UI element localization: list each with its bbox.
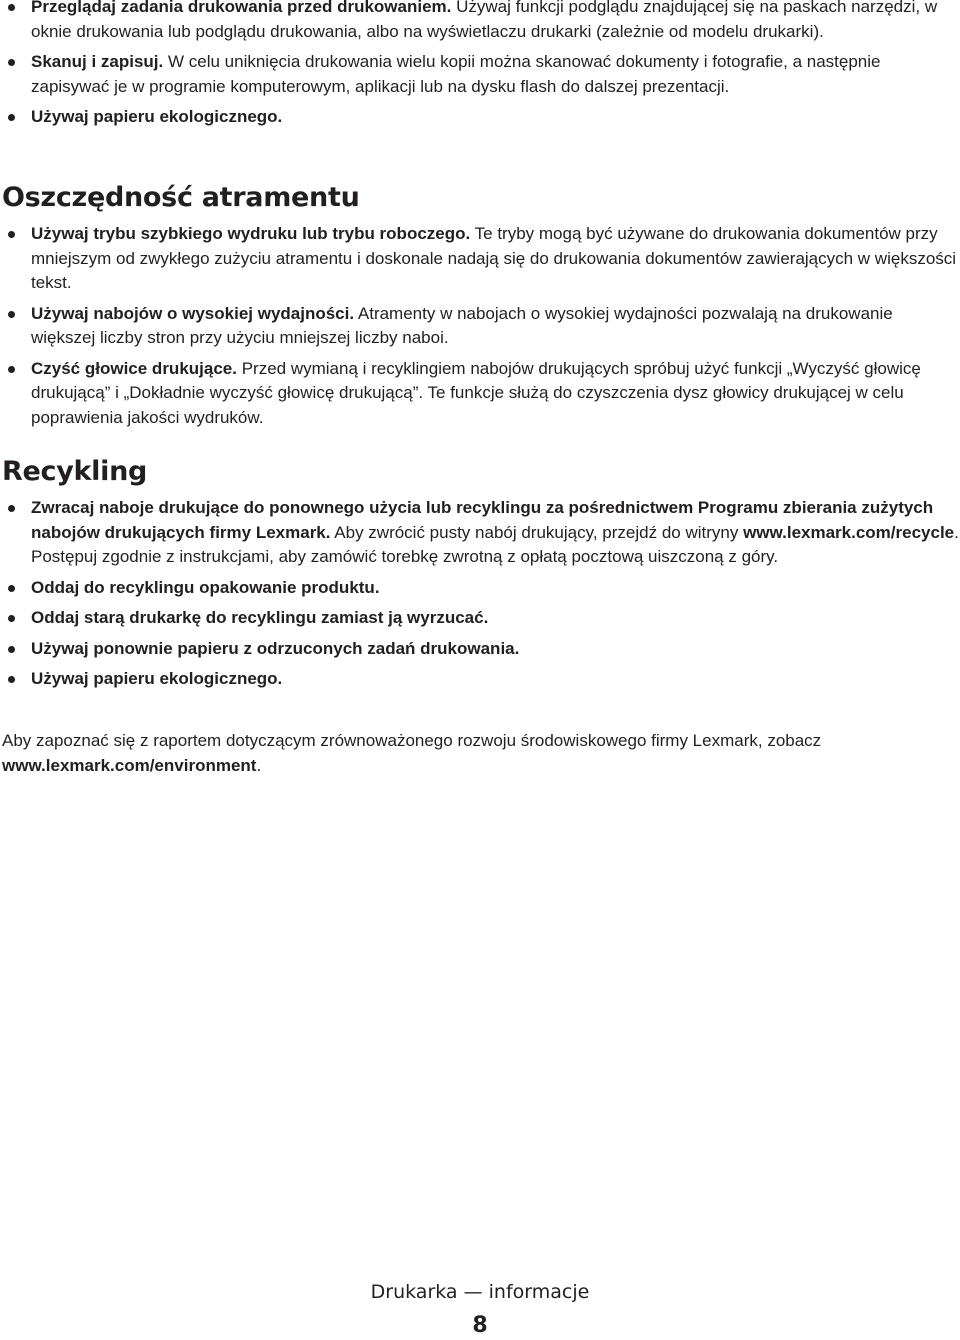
recycling-list <box>0 496 960 692</box>
closing-paragraph: Aby zapoznać się z raportem dotyczącym zrównoważonego rozwoju środowiskowego firmy Lexmark, zobacz www.lexmark.com/environment. <box>2 731 822 775</box>
list-item: Oddaj starą drukarkę do recyklingu zamiast ją wyrzucać. <box>0 606 960 631</box>
intro-list <box>0 0 960 130</box>
list-item: Używaj papieru ekologicznego. <box>0 105 960 130</box>
list-item: Używaj nabojów o wysokiej wydajności. Atramenty w nabojach o wysokiej wydajności pozwalają na drukowanie większej liczby stron przy użyciu mniejszej liczby naboi. <box>0 302 960 351</box>
list-item: Oddaj do recyklingu opakowanie produktu. <box>0 576 960 601</box>
section-heading-recycling: Recykling <box>2 456 148 487</box>
intro-section <box>0 0 960 130</box>
list-item: Skanuj i zapisuj. W celu uniknięcia drukowania wielu kopii można skanować dokumenty i fotografie, a następnie zapisywać je w programie komputerowym, aplikacji lub na dysku flash do dalszej prezentacji. <box>0 50 960 99</box>
list-item: Czyść głowice drukujące. Przed wymianą i recyklingiem nabojów drukujących spróbuj użyć funkcji „Wyczyść głowicę drukującą” i „Dokładnie wyczyść głowicę drukującą”. Te funkcje służą do czyszczenia dysz głowicy drukującej w celu poprawienia jakości wydruków. <box>0 357 960 431</box>
page-number: 8 <box>472 1313 488 1338</box>
list-item: Zwracaj naboje drukujące do ponownego użycia lub recyklingu za pośrednictwem Programu zbierania zużytych nabojów drukujących firmy Lexmark. Aby zwrócić pusty nabój drukujący, przejdź do witryny www.lexmark.com/recycle. Postępuj zgodnie z instrukcjami, aby zamówić torebkę zwrotną z opłatą pocztową uiszczoną z góry. <box>0 496 960 570</box>
recycle-link[interactable]: www.lexmark.com/recycle <box>743 522 955 542</box>
section-heading-ink: Oszczędność atramentu <box>2 182 360 213</box>
list-item: Używaj trybu szybkiego wydruku lub trybu roboczego. Te tryby mogą być używane do drukowania dokumentów przy mniejszym od zwykłego zużyciu atramentu i doskonale nadają się do drukowania dokumentów zawierających w większości tekst. <box>0 222 960 296</box>
list-item: Przeglądaj zadania drukowania przed drukowaniem. Używaj funkcji podglądu znajdującej się na paskach narzędzi, w oknie drukowania lub podglądu drukowania, albo na wyświetlaczu drukarki (zależnie od modelu drukarki). <box>0 0 960 44</box>
list-item: Używaj ponownie papieru z odrzuconych zadań drukowania. <box>0 637 960 662</box>
list-item: Używaj papieru ekologicznego. <box>0 667 960 692</box>
ink-list <box>0 222 960 430</box>
environment-link[interactable]: www.lexmark.com/environment <box>2 755 257 775</box>
ink-section <box>0 222 960 430</box>
footer-title: Drukarka — informacje <box>370 1281 590 1303</box>
recycling-section <box>0 496 960 692</box>
